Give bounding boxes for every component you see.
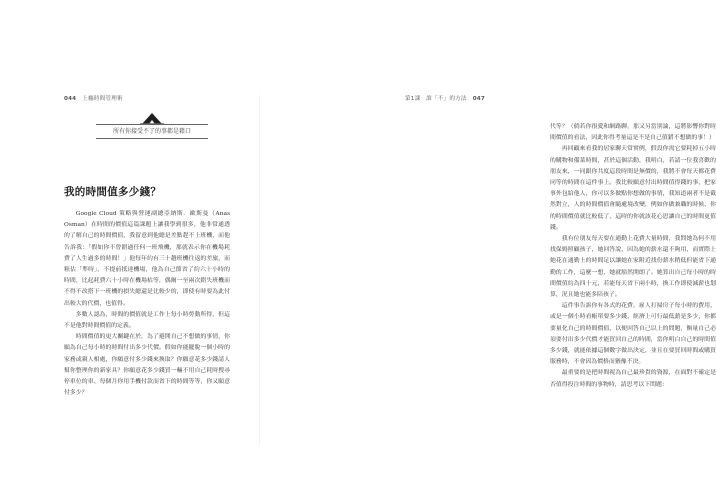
page-number: 047 (472, 96, 485, 102)
divider-label: 所有你接受不了的事都是藉口 (96, 124, 208, 139)
paragraph: 我有位朋友每天要在通勤上花費大量時間，我問她為何不用找保姆照顧孩子，她回答說，因為她的薪水還不夠用，而實際上她花在通勤上的時間足以讓她在家附近找份薪水稍低但能省下通勤的工作，這麼一想，她就豁然開朗了。她算出自己每小時的時間價值約為四十元，若能每天省下兩小時，換工作即使減薪也划算，況且她也能多陪孩子。 (550, 236, 716, 299)
right-page-header (405, 94, 485, 102)
paragraph: 最重要的是把時間視為自己最珍貴的資源，在面對不確定是否值得投注時間的事物時，請思考以下問題： (550, 370, 716, 388)
running-title: 上癮時間管理術 (82, 96, 123, 102)
paragraph: 代等？（倘若你很愛和網路聊，那又另當別論，這將影響你對時間價值的看法，因此你得考量這是不是自己值錯不想做的事！） (550, 124, 716, 142)
section-heading: 我的時間值多少錢？ (64, 186, 162, 198)
right-body-text (550, 122, 716, 391)
page-number: 044 (64, 96, 77, 102)
mountain-icon (140, 112, 164, 124)
paragraph: 時間價值的更大關鍵在於，為了避開自己不想做的事情，你願為自己每小時的時間付出多少代價。假如你能擺脫一個小時的家務或親人相處，你願意付多少錢來換取？你願意花多少錢請人幫你整理你的新家具？你願意花多少錢買一輛不用自己耗時搜尋停車位的車、每個月你用手機付款而省下的時間等等，你又願意付多少？ (64, 334, 230, 397)
paragraph: 多數人認為，時間的價值就是工作上每小時勞動所得，但這不是他對時間價值的定義。 (64, 311, 230, 330)
paragraph: 再回顧來看我的居家聊天常實例，假設你需它要耗掉五小時的購物和備菜時間，甚於這個活動，我明白，若請一位我喜歡的朋友來，一同跟你共度這段時間是無價的，我將不會每天都花費同等的時間在這件事上。我比較願意付出時間值得錢的事，把家事外包給他人，你可以多做點你想做的事情，我知道兩者不是截然對立，人的時間價值會隨處境改變，例如你做兼職的時候、你的時間價值就比較低了，這時的你就該花心思讓自己的時間更值錢。 (550, 146, 716, 231)
running-title: 第1課 誰「不」的方法 (405, 96, 467, 102)
left-page (0, 0, 260, 500)
section-divider (96, 112, 208, 162)
left-page-header (64, 94, 123, 102)
right-page (260, 0, 716, 500)
paragraph: 這件事告訴你有各式的花費，雇人打掃房子每小時的費用，或是一個小時看帳單要多少錢、經濟上可行最低薪是多少，你都要量化自己的時間價值，以便回答自己以上的問題，衡量自己必須要付出多少代價才能買回自己的時間，當你明白自己的時間值多少錢，就能依據這個數字做出決定，並且在要買回時間或購買服務時，不會因為價格而猶豫不決。 (550, 303, 716, 366)
paragraph: Google Cloud 策略與營運副總亞納斯．歐斯曼（Anas Osman）在時間的價值這篇課題上讓我學到很多，他非常通透的了解自己的時間價值，我留意到他總是差點趕不上班機，而他告訴我：「假如你不曾錯過任何一班飛機，那就表示你在機場耗費了人生過多的時間！」他每年約有三十趟班機往返的差旅，而粗估「準時」，不提前抵達機場，他為自己節省了約六十小時的時間，比起耗費六十小時在機場枯等，偶爾一至兩次錯失班機而不得不改搭下一班機的損失總還是比較少的，即使有時要為此付出較大的代價，也值得。 (64, 211, 230, 307)
left-body-text (64, 209, 230, 399)
